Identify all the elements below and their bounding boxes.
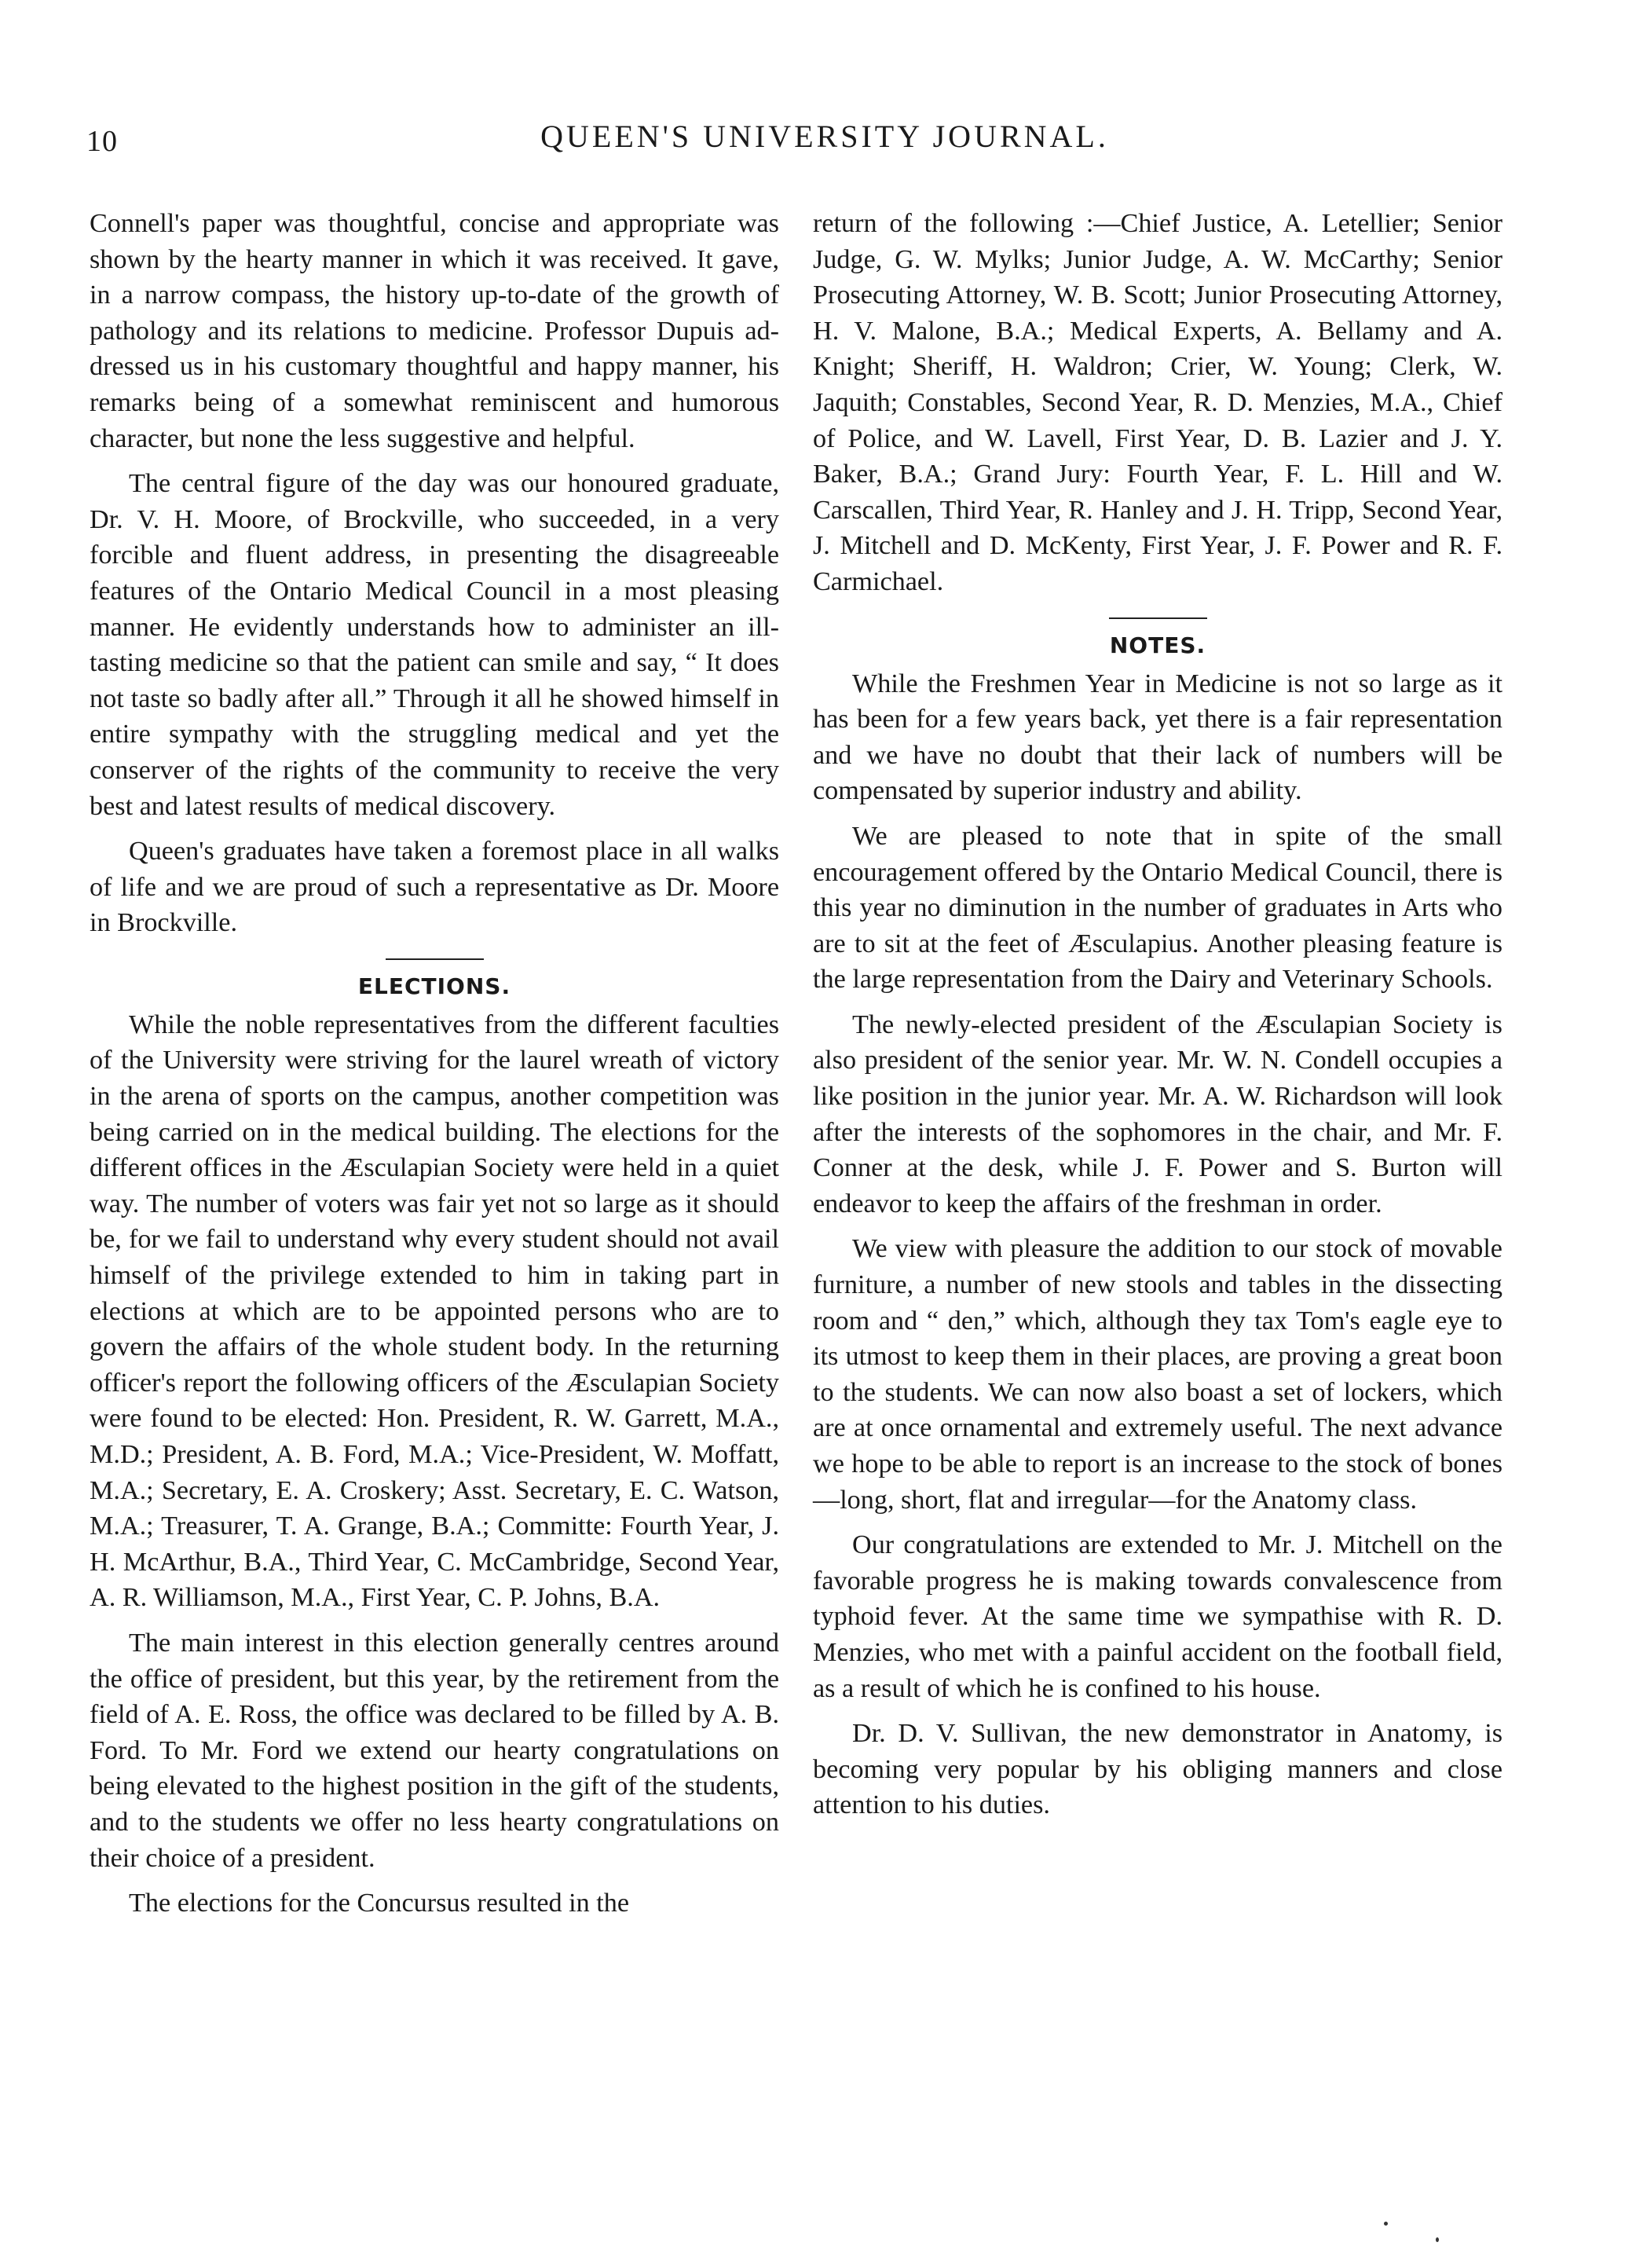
section-divider <box>386 958 484 960</box>
paragraph-queens-graduates: Queen's graduates have taken a foremost place in all walks of life and we are proud of such a representative as Dr. Moore in Brockville. <box>90 837 779 938</box>
paragraph-elections-report: While the noble representatives from the different faculties of the University were striving for the laurel wreath of victory in the arena of sports on the campus, another competition was being carried on in the medical building. The elections for the different offices in the Æsculapian Society were held in a quiet way. The number of voters was fair yet not so large as it should be, for we fail to understand why every student should not avail himself of the privilege extended to him in taking part in elections at which are to be appointed persons who are to govern the affairs of the whole student body. In the returning officer's report the following officers of the Æsculapian Society were found to be elected: Hon. President, R. W. Garrett, M.A., M.D.; President, A. B. Ford, M.A.; Vice-President, W. Moffatt, M.A.; Secretary, E. A. Croskery; Asst. Secretary, E. C. Watson, M.A.; Treasurer, T. A. Grange, B.A.; Committe: Fourth Year, J. H. McArthur, B.A., Third Year, C. McCambridge, Second Year, A. R. Williamson, M.A., First Year, C. P. Johns, B.A. <box>90 1009 779 1613</box>
paragraph-freshmen-year: While the Freshmen Year in Medicine is not so large as it has been for a few years back, yet there is a fair representation and we have no doubt that their lack of numbers will be compensated by superior industry and ability. <box>813 669 1502 806</box>
page-number: 10 <box>86 125 118 158</box>
paragraph-dr-sullivan: Dr. D. V. Sullivan, the new demonstrator in Anatomy, is becoming very popular by his obliging manners and close attention to his duties. <box>813 1719 1502 1820</box>
paragraph-dr-moore: The central figure of the day was our honoured graduate, Dr. V. H. Moore, of Brockville, who succeeded, in a very forcible and fluent address, in presenting the disagreeable features of the Ontario Medical Council in a most pleasing manner. He evidently understands how to administer an ill-tasting medicine so that the patient can smile and say, “ It does not taste so badly after all.” Through it all he showed himself in entire sympathy with the struggling medical and yet the conserver of the rights of the community to receive the very best and latest results of medical discovery. <box>90 469 779 821</box>
left-column <box>90 206 779 1931</box>
running-title: QUEEN'S UNIVERSITY JOURNAL. <box>540 119 1109 154</box>
paragraph-arts-graduates: We are pleased to note that in spite of the small encouragement offered by the Ontario Medical Council, there is this year no diminution in the number of graduates in Arts who are to sit at the feet of Æsculapius. Another pleasing feature is the large representation from the Dairy and Veterinary Schools. <box>813 821 1502 995</box>
print-speck <box>1436 2237 1439 2242</box>
page-header <box>86 118 1563 165</box>
paragraph-furniture: We view with pleasure the addition to our stock of movable furniture, a number of new stools and tables in the dissecting room and “ den,” which, although they tax Tom's eagle eye to its utmost to keep them in their places, are proving a great boon to the students. We can now also boast a set of lockers, which are at once ornamental and extremely useful. The next advance we hope to be able to report is an increase to the stock of bones—long, short, flat and irregular—for the Anatomy class. <box>813 1234 1502 1515</box>
notes-heading: NOTES. <box>1109 632 1206 658</box>
print-speck <box>1384 2222 1388 2226</box>
elections-heading: ELECTIONS. <box>357 973 511 999</box>
section-divider <box>1109 617 1207 619</box>
right-column <box>813 206 1502 1833</box>
paragraph-congratulations: Our congratulations are extended to Mr. J. Mitchell on the favorable progress he is making towards convalescence from typhoid fever. At the same time we sympathise with R. D. Menzies, who met with a painful accident on the football field, as a result of which he is confined to his house. <box>813 1530 1502 1703</box>
paragraph-new-president: The newly-elected president of the Æsculapian Society is also president of the senior year. Mr. W. N. Condell occupies a like position in the junior year. Mr. A. W. Richardson will look after the interests of the sophomores in the chair, and Mr. F. Conner at the desk, while J. F. Power and S. Burton will endeavor to keep the affairs of the freshman in order. <box>813 1009 1502 1218</box>
paragraph-president-election: The main interest in this election generally centres around the office of president, but this year, by the retirement from the field of A. E. Ross, the office was declared to be filled by A. B. Ford. To Mr. Ford we extend our hearty congratulations on being elevated to the highest position in the gift of the students, and to the students we offer no less hearty congratulations on their choice of a president. <box>90 1628 779 1873</box>
paragraph-concursus-officers: return of the following :—Chief Justice, A. Letellier; Senior Judge, G. W. Mylks; Junior Judge, A. W. McCarthy; Senior Prosecuting Attorney, W. B. Scott; Junior Prosecuting Attorney, H. V. Malone, B.A.; Medical Experts, A. Bellamy and A. Knight; Sheriff, H. Waldron; Crier, W. Young; Clerk, W. Jaquith; Constables, Second Year, R. D. Menzies, M.A., Chief of Police, and W. Lavell, First Year, D. B. Lazier and J. Y. Baker, B.A.; Grand Jury: Fourth Year, F. L. Hill and W. Carscallen, Third Year, R. Hanley and J. H. Tripp, Second Year, J. Mitchell and D. McKenty, First Year, J. F. Power and R. F. Carmichael. <box>813 209 1502 596</box>
paragraph-concursus-start: The elections for the Concursus resulted in the <box>129 1889 630 1918</box>
paragraph-connell-paper: Connell's paper was thoughtful, concise and appropriate was shown by the hearty manner in which it was received. It gave, in a narrow compass, the history up-to-date of the growth of pathology and its relations to medicine. Professor Dupuis addressed us in his customary thoughtful and happy manner, his remarks being of a somewhat reminiscent and humorous character, but none the less suggestive and helpful. <box>90 209 779 453</box>
